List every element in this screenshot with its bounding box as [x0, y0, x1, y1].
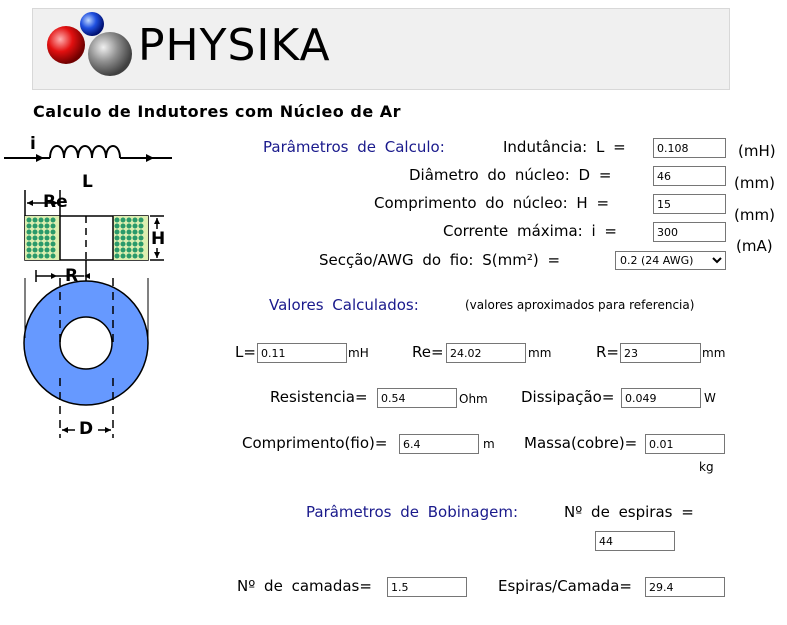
r-label: R — [65, 266, 79, 286]
calc-re-output[interactable] — [446, 343, 526, 363]
h-label: H — [151, 229, 166, 249]
current-unit: (mA) — [736, 237, 773, 255]
current-input[interactable] — [653, 222, 726, 242]
calc-re-unit: mm — [528, 346, 552, 360]
length-unit: (mm) — [734, 206, 775, 224]
mass-unit: kg — [699, 460, 714, 474]
calc-r-label: R= — [596, 343, 619, 361]
layers-label: Nº de camadas= — [237, 577, 372, 595]
physika-logo-icon — [40, 10, 140, 76]
inductance-unit: (mH) — [738, 142, 776, 160]
mass-output[interactable] — [645, 434, 725, 454]
re-label: Re — [43, 192, 68, 212]
resistance-output[interactable] — [377, 388, 457, 408]
diameter-input[interactable] — [653, 166, 726, 186]
length-label-text: Comprimento do núcleo: H = — [374, 194, 610, 212]
wire-length-unit: m — [483, 437, 495, 451]
inductance-label-text: Indutância: L = — [503, 138, 626, 156]
calculated-note: (valores aproximados para referencia) — [465, 298, 695, 312]
current-label-text: Corrente máxima: i = — [443, 222, 617, 240]
params-section-label: Parâmetros de Calculo: — [263, 138, 445, 156]
diameter-label-text: Diâmetro do núcleo: D = — [409, 166, 612, 184]
logo-text: PHYSIKA — [138, 20, 331, 71]
dissipation-label: Dissipação= — [521, 388, 615, 406]
inductor-diagram — [0, 128, 190, 448]
wire-length-output[interactable] — [399, 434, 479, 454]
calc-l-unit: mH — [348, 346, 369, 360]
awg-select[interactable] — [615, 251, 726, 270]
resistance-unit: Ohm — [459, 392, 488, 406]
d-label: D — [79, 419, 94, 439]
turns-per-layer-output[interactable] — [645, 577, 725, 597]
turns-label: Nº de espiras = — [564, 503, 694, 521]
calc-r-unit: mm — [702, 346, 726, 360]
calc-l-label: L= — [235, 343, 256, 361]
turns-output[interactable] — [595, 531, 675, 551]
inductance-input[interactable] — [653, 138, 726, 158]
mass-label: Massa(cobre)= — [524, 434, 638, 452]
length-input[interactable] — [653, 194, 726, 214]
wire-length-label: Comprimento(fio)= — [242, 434, 388, 452]
calculated-section-label: Valores Calculados: — [269, 296, 419, 314]
inductance-label: L — [82, 172, 93, 192]
dissipation-output[interactable] — [621, 388, 701, 408]
resistance-label: Resistencia= — [270, 388, 368, 406]
layers-output[interactable] — [387, 577, 467, 597]
calc-l-output[interactable] — [257, 343, 347, 363]
current-label: i — [30, 134, 36, 154]
awg-label-text: Secção/AWG do fio: S(mm²) = — [319, 251, 561, 269]
calc-re-label: Re= — [412, 343, 444, 361]
page-title: Calculo de Indutores com Núcleo de Ar — [33, 102, 402, 121]
diameter-unit: (mm) — [734, 174, 775, 192]
calc-r-output[interactable] — [620, 343, 701, 363]
dissipation-unit: W — [704, 391, 716, 405]
winding-section-label: Parâmetros de Bobinagem: — [306, 503, 519, 521]
turns-per-layer-label: Espiras/Camada= — [498, 577, 632, 595]
